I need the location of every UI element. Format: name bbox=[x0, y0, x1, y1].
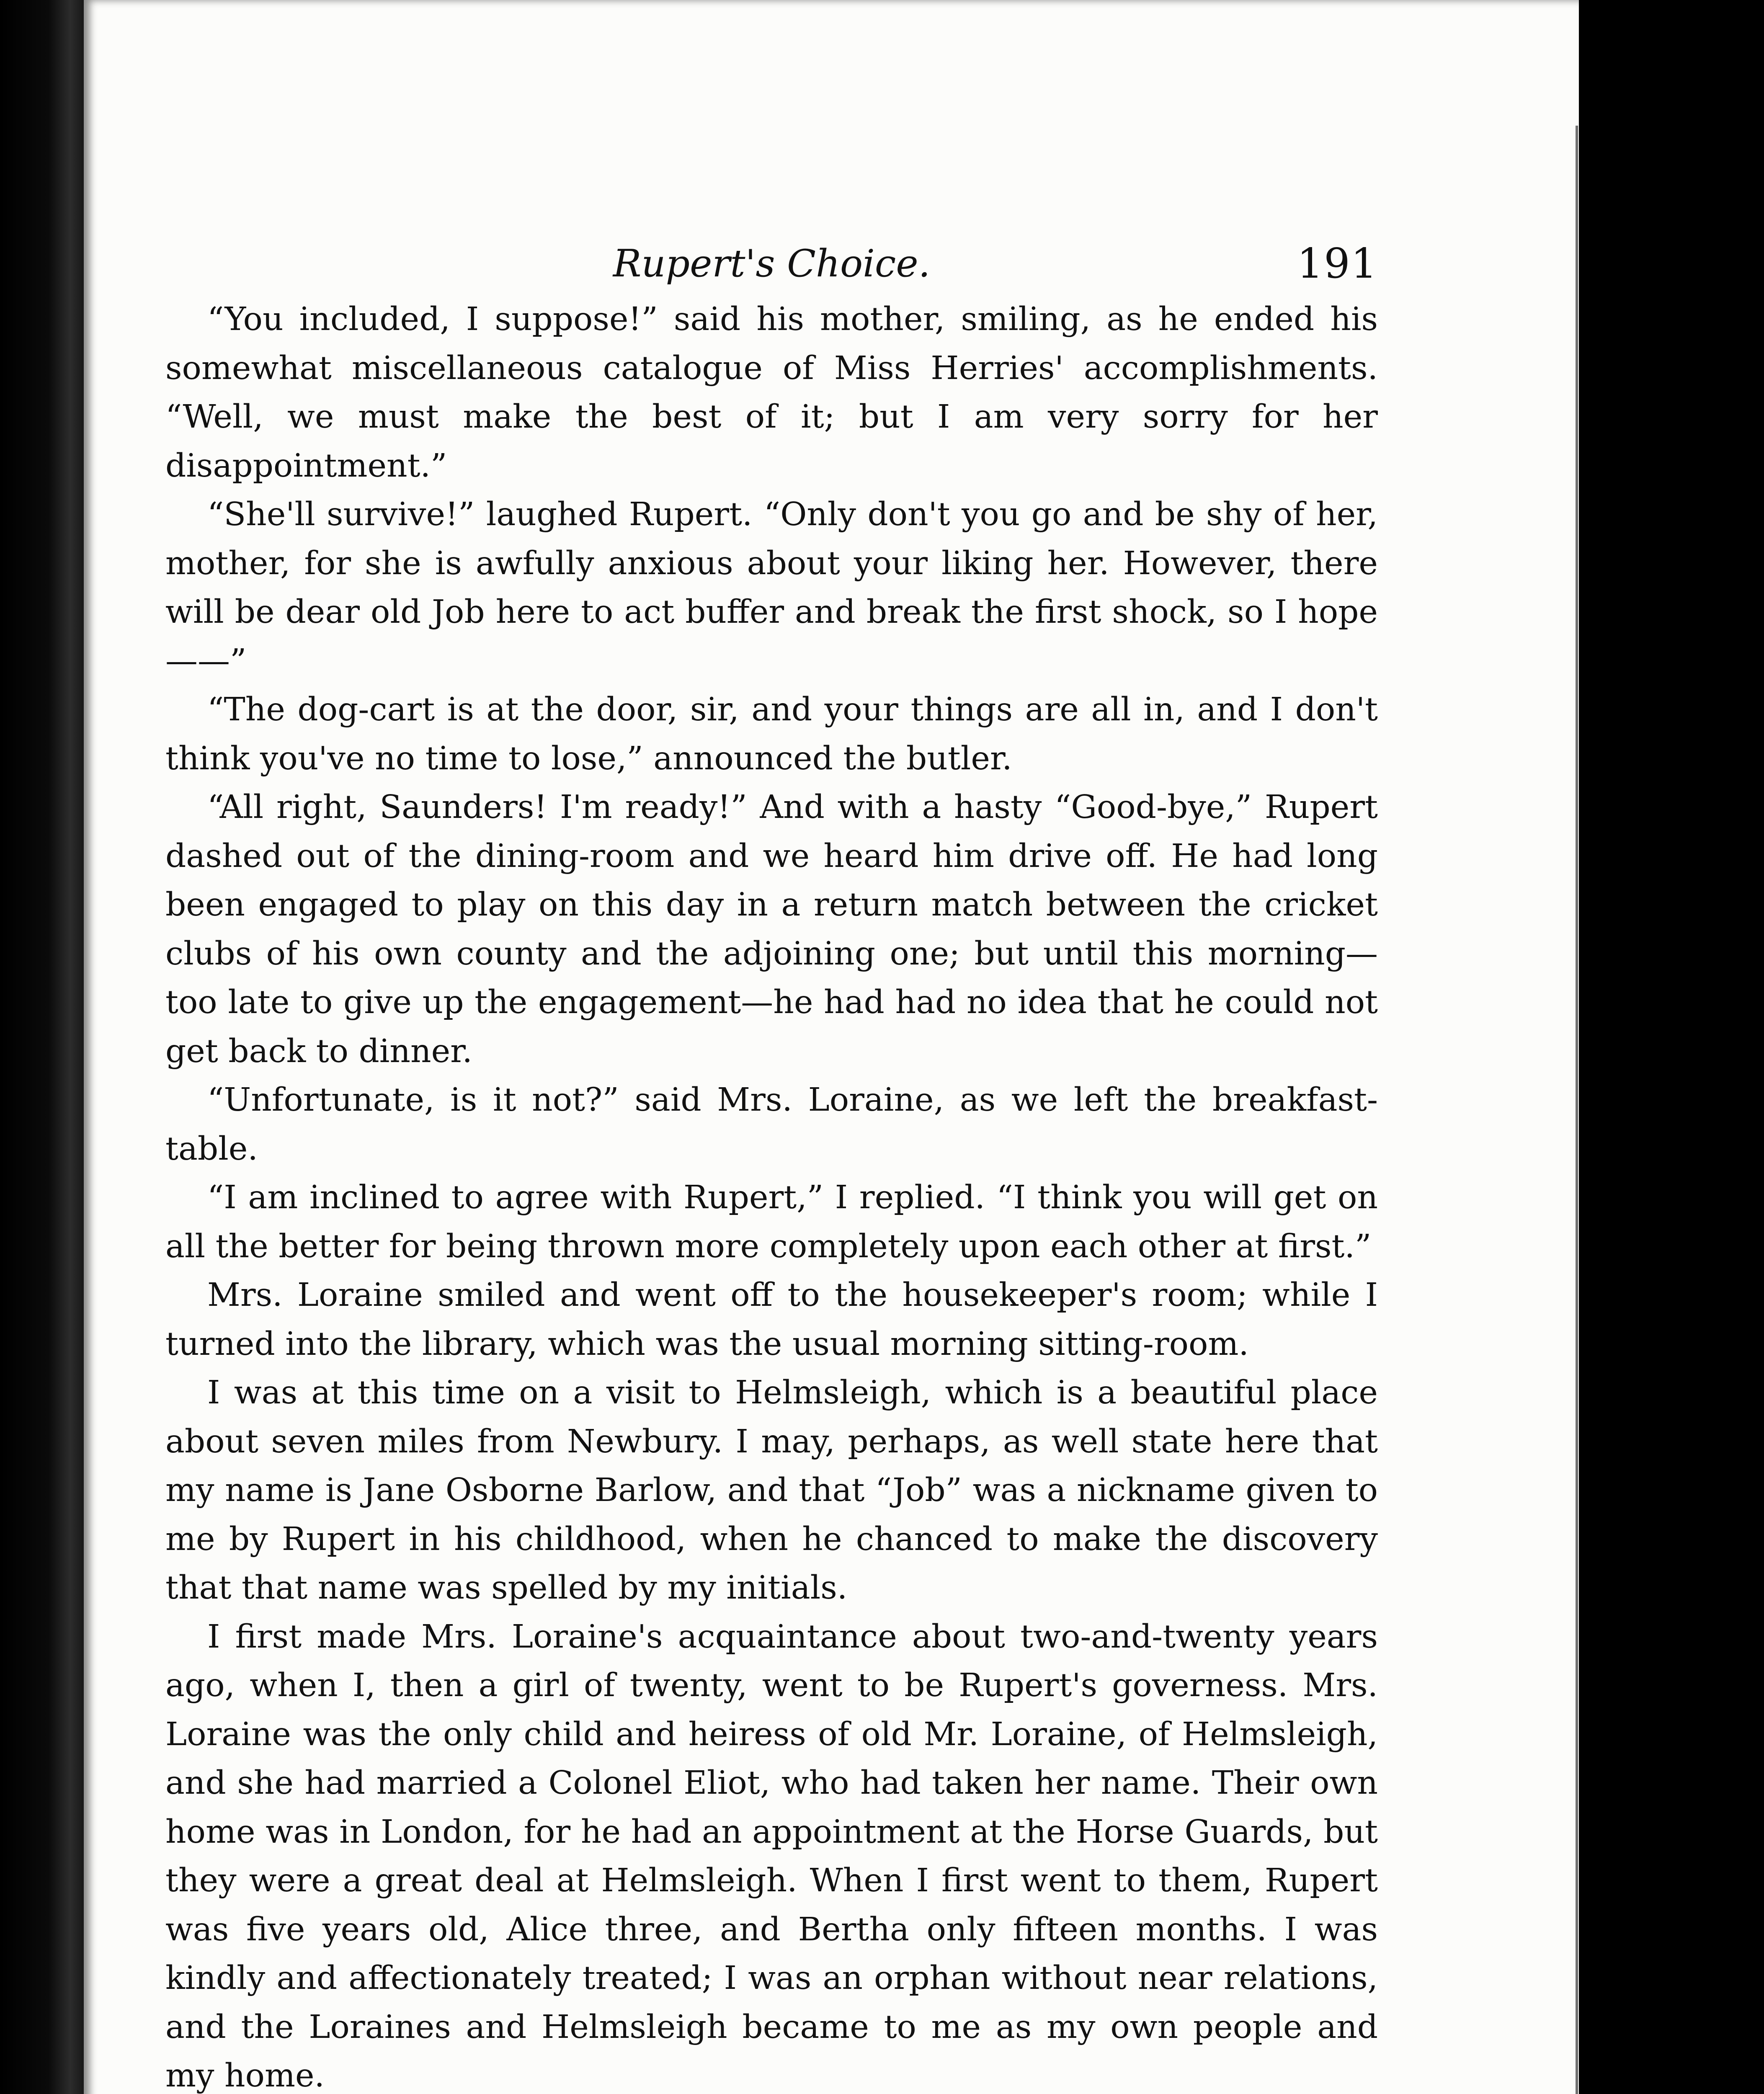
running-head bbox=[165, 232, 1378, 295]
scan-background bbox=[1579, 0, 1764, 2094]
paragraph: “She'll survive!” laughed Rupert. “Only don't you go and be shy of her, mother, for she is awfully anxious about your liking her. However, there will be dear old Job here to act buffer and break the first shock, so I hope ——” bbox=[165, 496, 1378, 680]
paragraph: Mrs. Loraine smiled and went off to the housekeeper's room; while I turned into the library, which was the usual morning sitting-room. bbox=[165, 1277, 1378, 1363]
paragraph: I first made Mrs. Loraine's acquaintance about two-and-twenty years ago, when I, then a girl of twenty, went to be Rupert's governess. Mrs. Loraine was the only child and heiress of old Mr. Loraine, of Helmsleigh, and she had married a Colonel Eliot, who had taken her name. Their own home was in London, for he had an appointment at the Horse Guards, but they were a great deal at Helmsleigh. When I first went to them, Rupert was five years old, Alice three, and Bertha only fifteen months. I was kindly and affectionately treated; I was an orphan without near relations, and the Loraines and Helmsleigh became to me as my own people and my home. bbox=[165, 1618, 1378, 2094]
paragraph: “Unfortunate, is it not?” said Mrs. Loraine, as we left the breakfast-table. bbox=[165, 1081, 1378, 1168]
running-head-title: Rupert's Choice. bbox=[613, 242, 931, 286]
paragraph: “I am inclined to agree with Rupert,” I replied. “I think you will get on all the better for being thrown more completely upon each other at first.” bbox=[165, 1179, 1378, 1265]
page-number: 191 bbox=[1297, 240, 1378, 288]
paragraph: “You included, I suppose!” said his mother, smiling, as he ended his somewhat miscellaneous catalogue of Miss Herries' accomplishments. “Well, we must make the best of it; but I am very sorry for her disappointment.” bbox=[165, 301, 1378, 485]
book-binding-edge bbox=[0, 0, 88, 2094]
paragraph: “The dog-cart is at the door, sir, and your things are all in, and I don't think you've no time to lose,” announced the butler. bbox=[165, 691, 1378, 777]
paragraph: “All right, Saunders! I'm ready!” And with a hasty “Good-bye,” Rupert dashed out of the dining-room and we heard him drive off. He had long been engaged to play on this day in a return match between the cricket clubs of his own county and the adjoining one; but until this morning—too late to give up the engagement—he had had no idea that he could not get back to dinner. bbox=[165, 789, 1378, 1070]
page-edge-line bbox=[1576, 126, 1578, 2094]
text-block bbox=[165, 232, 1378, 2094]
paragraph: I was at this time on a visit to Helmsleigh, which is a beautiful place about seven miles from Newbury. I may, perhaps, as well state here that my name is Jane Osborne Barlow, and that “Job” was a nickname given to me by Rupert in his childhood, when he chanced to make the discovery that that name was spelled by my initials. bbox=[165, 1374, 1378, 1607]
